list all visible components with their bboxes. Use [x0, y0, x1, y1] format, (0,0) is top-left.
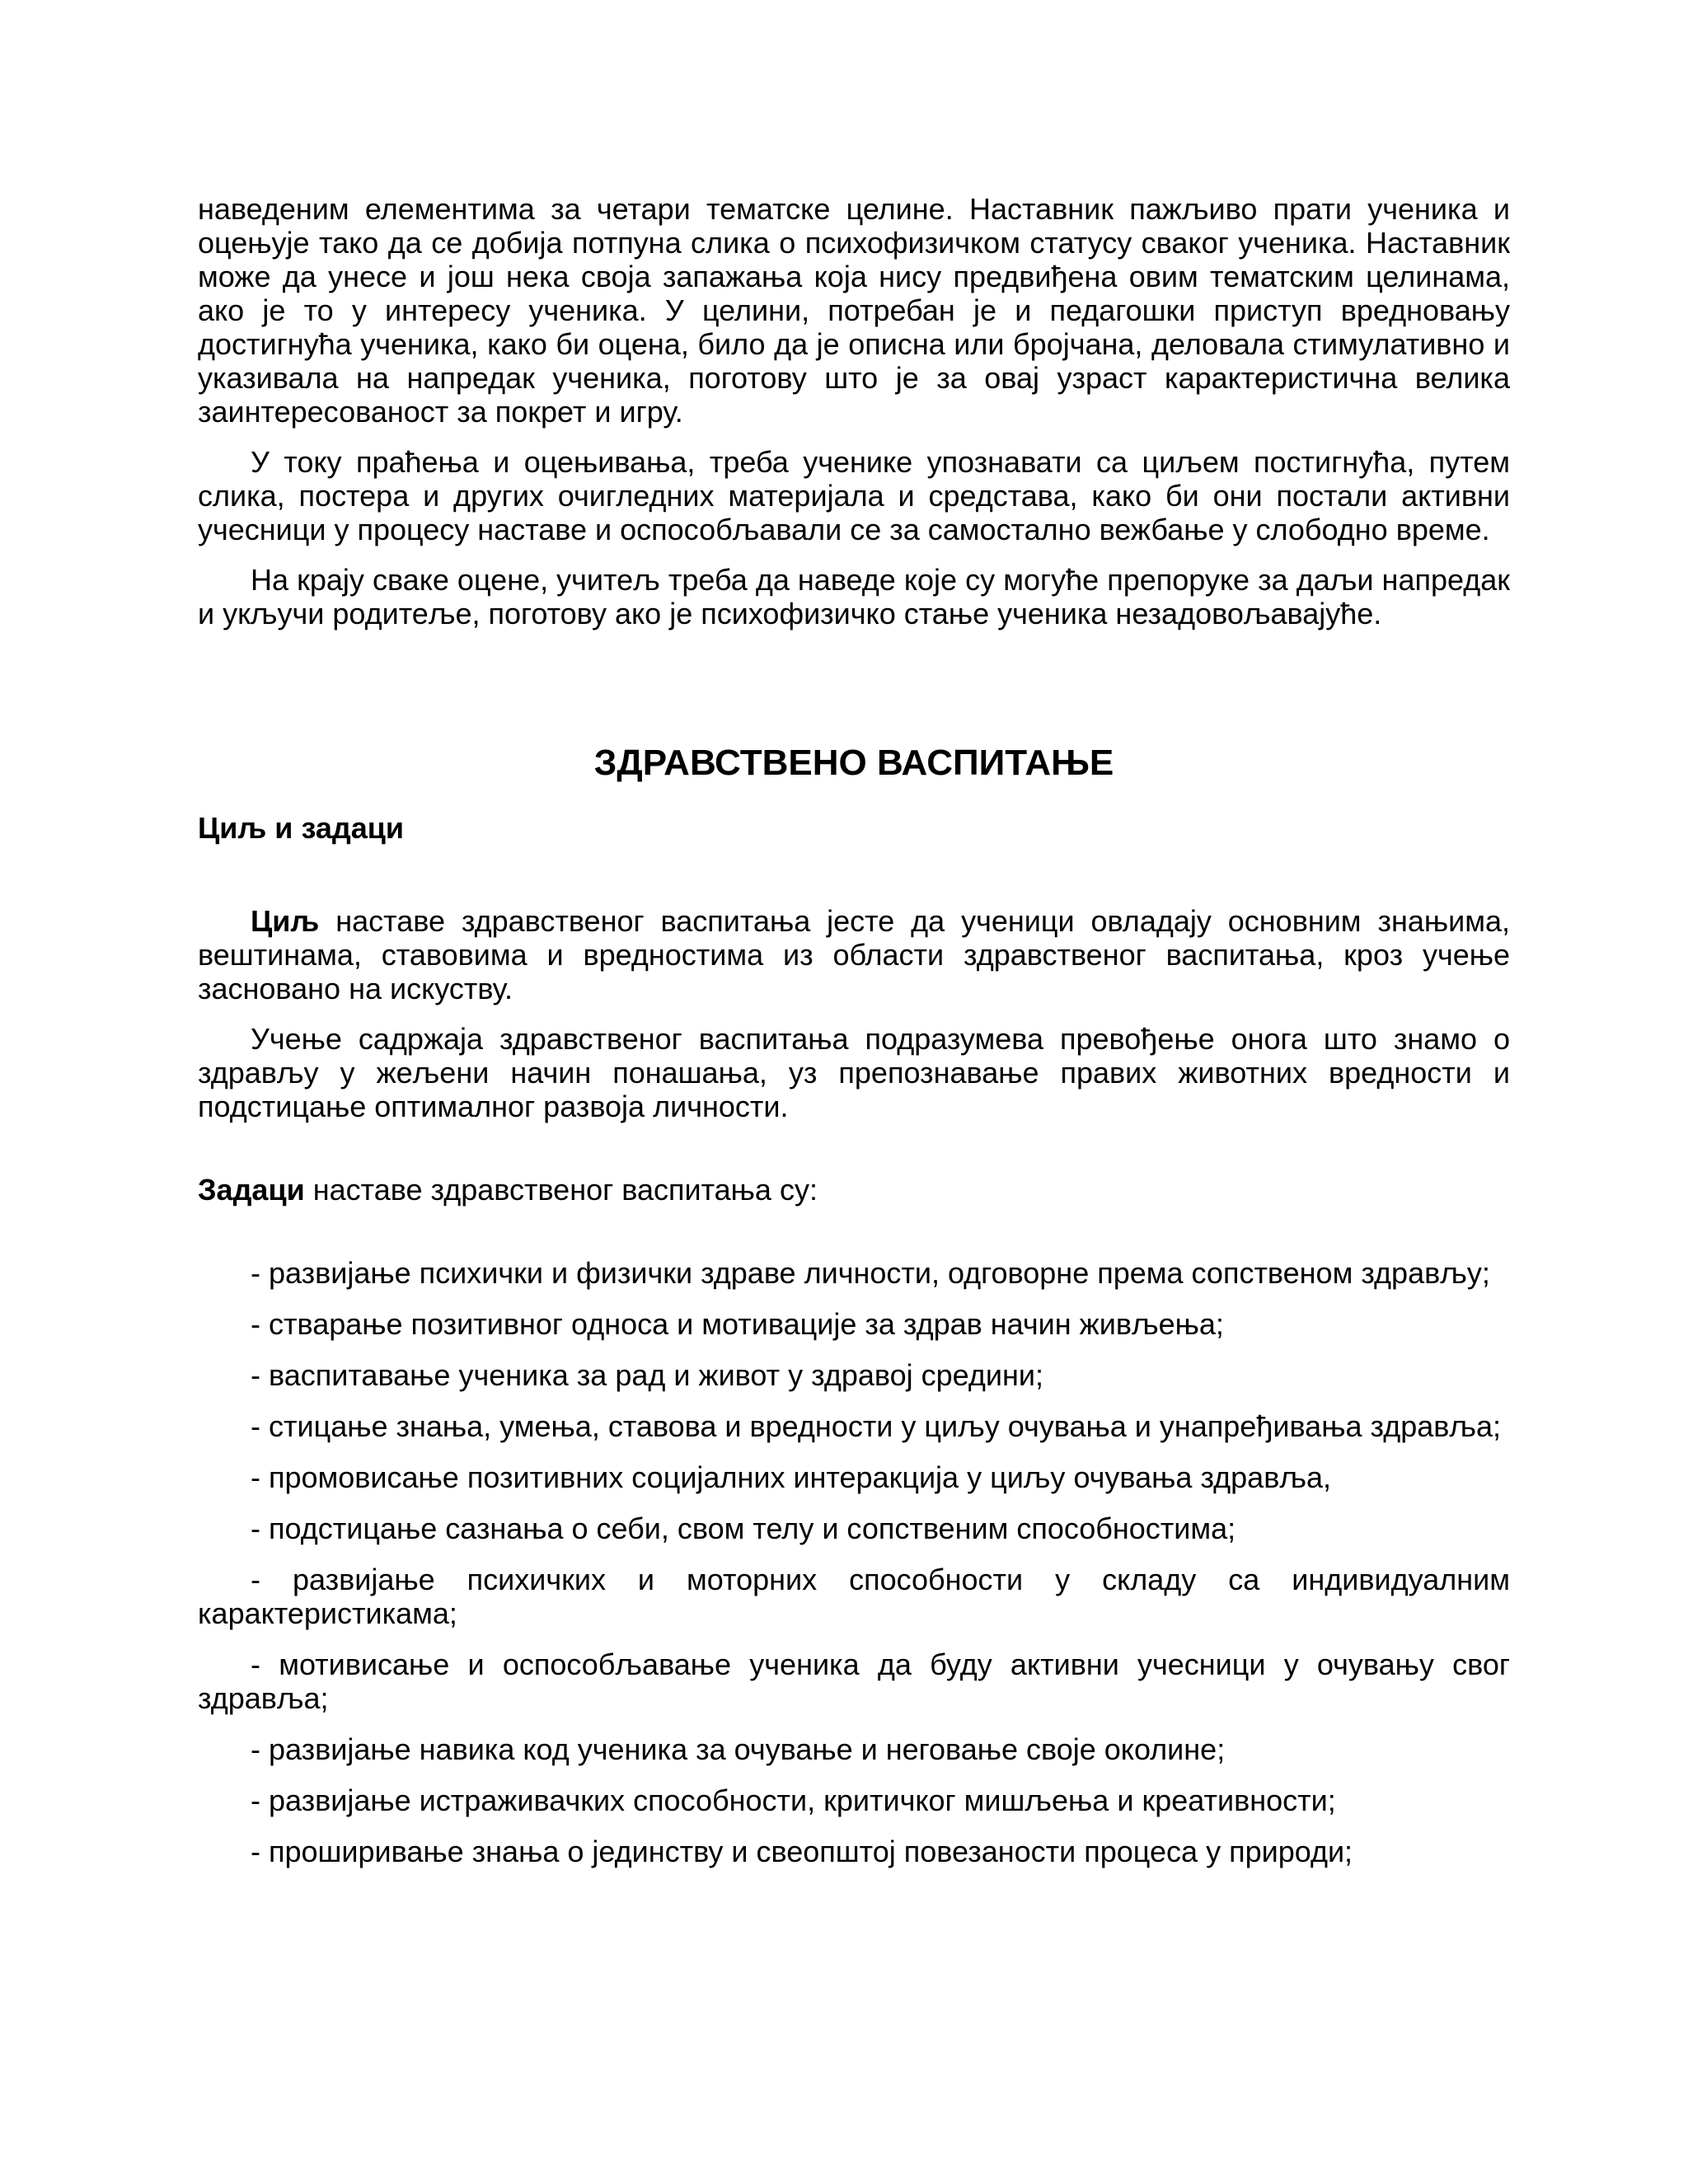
goal-label: Циљ — [251, 904, 320, 938]
paragraph-monitoring: У току праћења и оцењивања, треба ученике упознавати са циљем постигнућа, путем слика, постера и других очигледних материјала и средстава, како би они постали активни учесници у процесу наставе и оспособљавали се за самостално вежбање у слободно време. — [198, 445, 1510, 546]
list-item: - развијање истраживачких способности, критичког мишљења и креативности; — [251, 1783, 1336, 1817]
list-item: - мотивисање и оспособљавање ученика да буду активни учесници у очувању свог здравља; — [198, 1647, 1510, 1715]
list-item: - стицање знања, умења, ставова и вредности у циљу очувања и унапређивања здравља; — [251, 1409, 1502, 1443]
document-page — [198, 192, 1510, 1868]
paragraph-assessment-elements: наведеним елементима за четари тематске целине. Наставник пажљиво прати ученика и оцењује тако да се добија потпуна слика о психофизичком статусу сваког ученика. Наставник може да унесе и још нека своја запажања која нису предвиђена овим тематским целинама, ако је то у интересу ученика. У целини, потребан је и педагошки приступ вредновању достигнућа ученика, како би оцена, било да је описна или бројчана, деловала стимулативно и указивала на напредак ученика, поготову што је за овај узраст карактеристична велика заинтересованост за покрет и игру. — [198, 192, 1510, 429]
section-title: ЗДРАВСТВЕНО ВАСПИТАЊЕ — [593, 743, 1114, 783]
list-item: - подстицање сазнања о себи, свом телу и сопственим способностима; — [251, 1511, 1236, 1545]
tasks-intro — [198, 1173, 1510, 1207]
paragraph-recommendations: На крају сваке оцене, учитељ треба да наведе које су могуће препоруке за даљи напредак и укључи родитеље, поготову ако је психофизичко стање ученика незадовољавајуће. — [198, 563, 1510, 630]
paragraph-learning: Учење садржаја здравственог васпитања подразумева превођење онога што знамо о здрављу у жељени начин понашања, уз препознавање правих животних вредности и подстицање оптималног развоја личности. — [198, 1022, 1510, 1123]
tasks-label: Задаци — [198, 1173, 305, 1207]
list-item: - промовисање позитивних социјалних интеракција у циљу очувања здравља, — [251, 1460, 1331, 1494]
list-item: - развијање психичких и моторних способности у складу са индивидуалним карактеристикама; — [198, 1563, 1510, 1630]
section-subheading: Циљ и задаци — [198, 811, 405, 845]
list-item: - развијање навика код ученика за очување и неговање своје околине; — [251, 1732, 1226, 1766]
goal-text: наставе здравственог васпитања јесте да ученици овладају основним знањима, вештинама, ставовима и вредностима из области здравственог васпитања, кроз учење засновано на искуству. — [198, 904, 1510, 1005]
paragraph-goal — [198, 904, 1510, 1005]
list-item: - стварање позитивног односа и мотивације за здрав начин живљења; — [251, 1307, 1224, 1341]
list-item: - проширивање знања о јединству и свеопштој повезаности процеса у природи; — [251, 1835, 1353, 1868]
list-item: - васпитавање ученика за рад и живот у здравој средини; — [251, 1358, 1043, 1392]
tasks-intro-text: наставе здравственог васпитања су: — [304, 1173, 818, 1207]
list-item: - развијање психички и физички здраве личности, одговорне према сопственом здрављу; — [251, 1256, 1490, 1290]
tasks-list — [198, 1256, 1510, 1868]
